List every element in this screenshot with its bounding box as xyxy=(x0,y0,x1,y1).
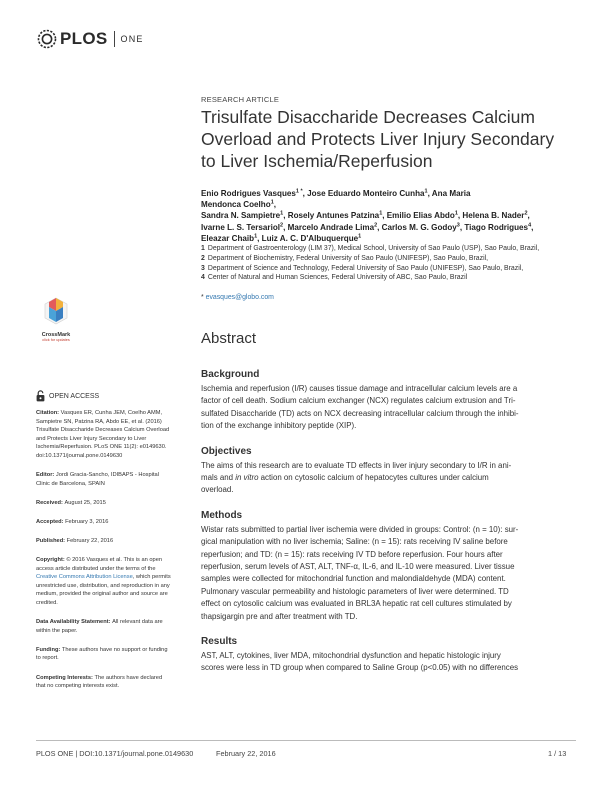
sidebar-entry xyxy=(36,537,184,546)
author-name: Ivarne L. S. Tersariol xyxy=(201,222,281,232)
sidebar-line xyxy=(36,443,184,452)
footer-citation: PLOS ONE | DOI:10.1371/journal.pone.0149630 xyxy=(36,749,194,758)
sidebar-line xyxy=(36,426,184,435)
sidebar-label: Citation: xyxy=(36,410,61,416)
author-affiliation-ref: 1 xyxy=(270,199,274,206)
sidebar-text: Vasques ER, Cunha JEM, Coelho AMM, xyxy=(60,410,163,416)
email-link[interactable]: evasques@globo.com xyxy=(205,294,274,301)
sidebar-text: doi:10.1371/journal.pone.0149630 xyxy=(36,452,123,459)
paragraph-line: AST, ALT, cytokines, liver MDA, mitochondrial dysfunction and hepatic histologic injury xyxy=(201,651,501,660)
paragraph-line: Ischemia and reperfusion (I/R) causes tissue damage and intracellular calcium levels are a xyxy=(201,384,518,393)
sidebar-line xyxy=(36,682,184,691)
author-list: Enio Rodrigues Vasques$^{1 *}$, Jose Eduardo Monteiro Cunha$^1$, Ana Maria Mendonca Coelho$^1$, Sandra N. Sampietre$^1$, Rosely Antunes Patzina$^1$, Emilio Elias Abdo$^1$, Helena B. Nader$^2$, Ivarne L. S. Tersariol$^2$, Marcelo Andrade Lima$^2$, Carlos M. G. Godoy$^3$, Tiago Rodrigues$^4$, Eleazar Chaib$^1$, Luiz A. C. D'Albuquerque$^1$ xyxy=(201,188,534,243)
sidebar-entry xyxy=(36,674,184,691)
sidebar-line xyxy=(36,499,184,508)
affiliation-text: Department of Biochemistry, Federal University of Sao Paulo (UNIFESP), Sao Paulo, Brazil, xyxy=(207,254,489,262)
affiliation-number: 3 xyxy=(201,264,205,272)
section-paragraph xyxy=(201,383,573,433)
sidebar-line xyxy=(36,471,184,480)
sidebar-line xyxy=(36,518,184,527)
paragraph-line: mals and in vitro action on cytosolic calcium of hepatocytes cultures under calcium xyxy=(201,473,489,482)
paragraph-line: Wistar rats submitted to partial liver ischemia were divided in groups: Control: (n = 10): sur- xyxy=(201,524,519,534)
section-heading: Objectives xyxy=(201,445,252,457)
italic-term: in vitro xyxy=(235,473,259,482)
author-name: Emilio Elias Abdo xyxy=(386,211,455,221)
sidebar-entry xyxy=(36,618,184,635)
sidebar-text: unrestricted use, distribution, and reproduction in any xyxy=(36,582,170,589)
logo-divider xyxy=(114,31,115,47)
author-name: Ana Maria Mendonca Coelho xyxy=(201,189,471,210)
sidebar-text: The authors have declared xyxy=(94,674,163,681)
sidebar-line xyxy=(36,435,184,444)
sidebar-entry xyxy=(36,471,184,488)
section-paragraph xyxy=(201,460,573,497)
sidebar-label: Accepted: xyxy=(36,518,66,525)
paragraph-line: tion of the exchange inhibitory peptide (XIP). xyxy=(201,421,357,431)
author-affiliation-ref: 4 xyxy=(528,221,532,228)
author-name: Jose Eduardo Monteiro Cunha xyxy=(307,189,425,198)
section-heading: Results xyxy=(201,636,238,647)
paragraph-line: The aims of this research are to evaluate TD effects in liver injury secondary to I/R in ani- xyxy=(201,460,512,470)
author-affiliation-ref: 1 xyxy=(280,210,284,217)
author-affiliation-ref: 3 xyxy=(456,221,460,228)
paragraph-line: scores were less in TD group when compared to Saline Group (p<0.05) with no differences xyxy=(201,663,519,673)
sidebar-line xyxy=(36,480,184,489)
sidebar-line xyxy=(36,654,184,663)
sidebar-label: Published: xyxy=(36,538,67,544)
paragraph-line: thapsigargin pre and after treatment with TD. xyxy=(201,611,358,621)
affiliation-item xyxy=(201,273,573,283)
sidebar-text: and Protects Liver Injury Secondary to Liver xyxy=(36,435,147,442)
paragraph-line: gical manipulation with no liver ischemia; Saline: (n = 15): rats receiving IV saline before xyxy=(201,537,508,547)
author-name: Helena B. Nader xyxy=(462,211,525,221)
sidebar-line xyxy=(36,646,184,655)
affiliation-number: 1 xyxy=(201,245,205,252)
open-lock-icon xyxy=(36,390,45,402)
section-heading: Background xyxy=(201,369,260,380)
affiliation-number: 2 xyxy=(201,254,205,262)
email-mark: * xyxy=(201,294,204,301)
corresponding-email xyxy=(201,294,573,301)
sidebar-line xyxy=(36,582,184,591)
paragraph-line: reperfusion; and TD: (n = 15): rats receiving IV TD before reperfusion. Four hours after xyxy=(201,549,503,559)
affiliation-text: Department of Science and Technology, Federal University of Sao Paulo (UNIFESP), Sao Paulo, Brazil, xyxy=(207,264,524,272)
paragraph-line: overload. xyxy=(201,485,234,495)
sidebar-entry xyxy=(36,518,184,527)
crossmark-label: CrossMark xyxy=(41,332,71,338)
author-affiliation-ref: 2 xyxy=(374,221,378,228)
sidebar-entry xyxy=(36,499,184,508)
sidebar-text: medium, provided the original author and source are xyxy=(36,591,168,598)
author-affiliation-ref: 1 xyxy=(454,210,458,217)
sidebar-text: Clinic de Barcelona, SPAIN xyxy=(36,480,105,487)
footer-rule xyxy=(36,740,576,741)
sidebar-text: Jordi Gracia-Sancho, IDIBAPS - Hospital xyxy=(55,472,159,479)
author-name: Carlos M. G. Godoy xyxy=(381,222,457,232)
sidebar-text: © 2016 Vasques et al. This is an open xyxy=(66,557,163,564)
paragraph-line: factor of cell death. Sodium calcium exchanger (NCX) regulates calcium extrusion and Tri- xyxy=(201,396,516,406)
logo-journal: ONE xyxy=(120,34,144,44)
paragraph-line: sulfated Disaccharide (TD) acts on NCX decreasing intracellular calcium through the inhibi- xyxy=(201,408,519,418)
paragraph-line: effect on cytosolic calcium was evaluated in BRL3A hepatic rat cell cultures stimulated by xyxy=(201,599,512,609)
sidebar-text: access article distributed under the terms of the xyxy=(36,565,156,572)
section-paragraph xyxy=(201,650,573,675)
sidebar-line: Creative Commons Attribution License, which permits xyxy=(36,574,171,581)
affiliation-item xyxy=(201,264,573,274)
affiliation-number: 4 xyxy=(201,274,205,282)
sidebar-line xyxy=(36,409,184,418)
sidebar-text: that no competing interests exist. xyxy=(36,683,120,690)
author-name: Eleazar Chaib xyxy=(201,233,255,243)
sidebar-text: within the paper. xyxy=(36,627,78,634)
paragraph-line: samples were collected for mitochondrial function and malondialdehyde (MDA) content. xyxy=(201,574,506,584)
sidebar-line xyxy=(36,565,184,574)
author-name: Rosely Antunes Patzina xyxy=(287,211,380,221)
sidebar-line xyxy=(36,590,184,599)
sidebar-line xyxy=(36,674,184,683)
sidebar-text: All relevant data are xyxy=(112,619,163,626)
sidebar-label: Data Availability Statement: xyxy=(36,619,113,626)
open-access-badge xyxy=(36,390,99,402)
sidebar-line xyxy=(36,627,184,636)
sidebar-label: Funding: xyxy=(36,646,62,653)
affiliation-text: Department of Gastroenterology (LIM 37), Medical School, University of Sao Paulo (USP), Sao Paulo, Brazil, xyxy=(207,245,540,252)
paragraph-line: Pulmonary vascular permeability and histologic parameters of liver were determined. TD xyxy=(201,586,509,596)
sidebar-text: Ischemia/Reperfusion. PLoS ONE 11(2): e0149630. xyxy=(36,444,167,451)
sidebar-text: August 25, 2015 xyxy=(64,499,106,506)
logo-brand: PLOS xyxy=(60,29,108,48)
section-heading: Methods xyxy=(201,509,243,521)
sidebar-label: Received: xyxy=(36,499,65,506)
affiliation-text: Center of Natural and Human Sciences, Federal University of ABC, Sao Paulo, Brazil xyxy=(207,274,468,282)
sidebar-line xyxy=(36,537,184,546)
article-title: Trisulfate Disaccharide Decreases Calcium Overload and Protects Liver Injury Secondary to Liver Ischemia/Reperfusion xyxy=(201,107,555,171)
author-name: Luiz A. C. D'Albuquerque xyxy=(261,233,359,243)
author-name: Tiago Rodrigues xyxy=(464,222,529,232)
sidebar-text: February 3, 2016 xyxy=(65,518,109,525)
crossmark-badge[interactable] xyxy=(36,296,76,342)
crossmark-icon xyxy=(36,296,76,326)
page-number: 1 / 13 xyxy=(548,749,567,758)
sidebar-text: to report. xyxy=(36,655,59,662)
sidebar-label: Editor: xyxy=(36,472,56,479)
license-link[interactable]: Creative Commons Attribution License xyxy=(36,574,133,581)
author-affiliation-ref: 1 xyxy=(358,233,362,240)
sidebar-entry xyxy=(36,646,184,663)
author-affiliation-ref: 2 xyxy=(280,221,284,228)
affiliation-item xyxy=(201,254,573,264)
author-affiliation-ref: 2 xyxy=(524,210,528,217)
sidebar-text: February 22, 2016 xyxy=(66,538,114,544)
author-name: Sandra N. Sampietre xyxy=(201,211,281,221)
sidebar-text: Sampietre SN, Patzina RA, Abdo EE, et al. (2016) xyxy=(36,418,162,425)
sidebar-text: Trisulfate Disaccharide Decreases Calcium Overload xyxy=(36,427,170,434)
article-type: RESEARCH ARTICLE xyxy=(201,95,280,104)
author-affiliation-ref: 1 xyxy=(254,233,258,240)
sidebar-line xyxy=(36,618,184,627)
crossmark-sub: click for updates xyxy=(42,338,70,342)
sidebar-text: These authors have no support or funding xyxy=(61,646,168,653)
sidebar-line xyxy=(36,418,184,427)
author-name: Marcelo Andrade Lima xyxy=(287,222,375,232)
sidebar-label: Competing Interests: xyxy=(36,674,95,681)
sidebar-entry xyxy=(36,409,184,461)
open-access-label: OPEN ACCESS xyxy=(49,392,100,400)
sidebar-line xyxy=(36,452,184,461)
author-affiliation-ref: 1 xyxy=(424,188,428,195)
sidebar-entry xyxy=(36,556,184,608)
plos-logo-icon xyxy=(36,28,58,50)
sidebar-text: credited. xyxy=(36,600,58,607)
abstract-heading: Abstract xyxy=(201,330,257,347)
author-name: Enio Rodrigues Vasques xyxy=(201,189,296,198)
paragraph-line: reperfusion, serum levels of AST, ALT, TNF-α, IL-6, and IL-10 were measured. Liver tissue xyxy=(201,562,515,572)
author-affiliation-ref: 1 xyxy=(379,210,383,217)
plos-one-logo[interactable] xyxy=(36,28,144,50)
sidebar-label: Copyright: xyxy=(36,557,67,564)
affiliation-item xyxy=(201,244,573,254)
affiliation-list xyxy=(201,244,573,283)
sidebar-line xyxy=(36,556,184,565)
author-affiliation-ref: 1 * xyxy=(295,188,303,195)
section-paragraph xyxy=(201,524,573,623)
sidebar-line xyxy=(36,599,184,608)
footer-date: February 22, 2016 xyxy=(216,749,276,758)
